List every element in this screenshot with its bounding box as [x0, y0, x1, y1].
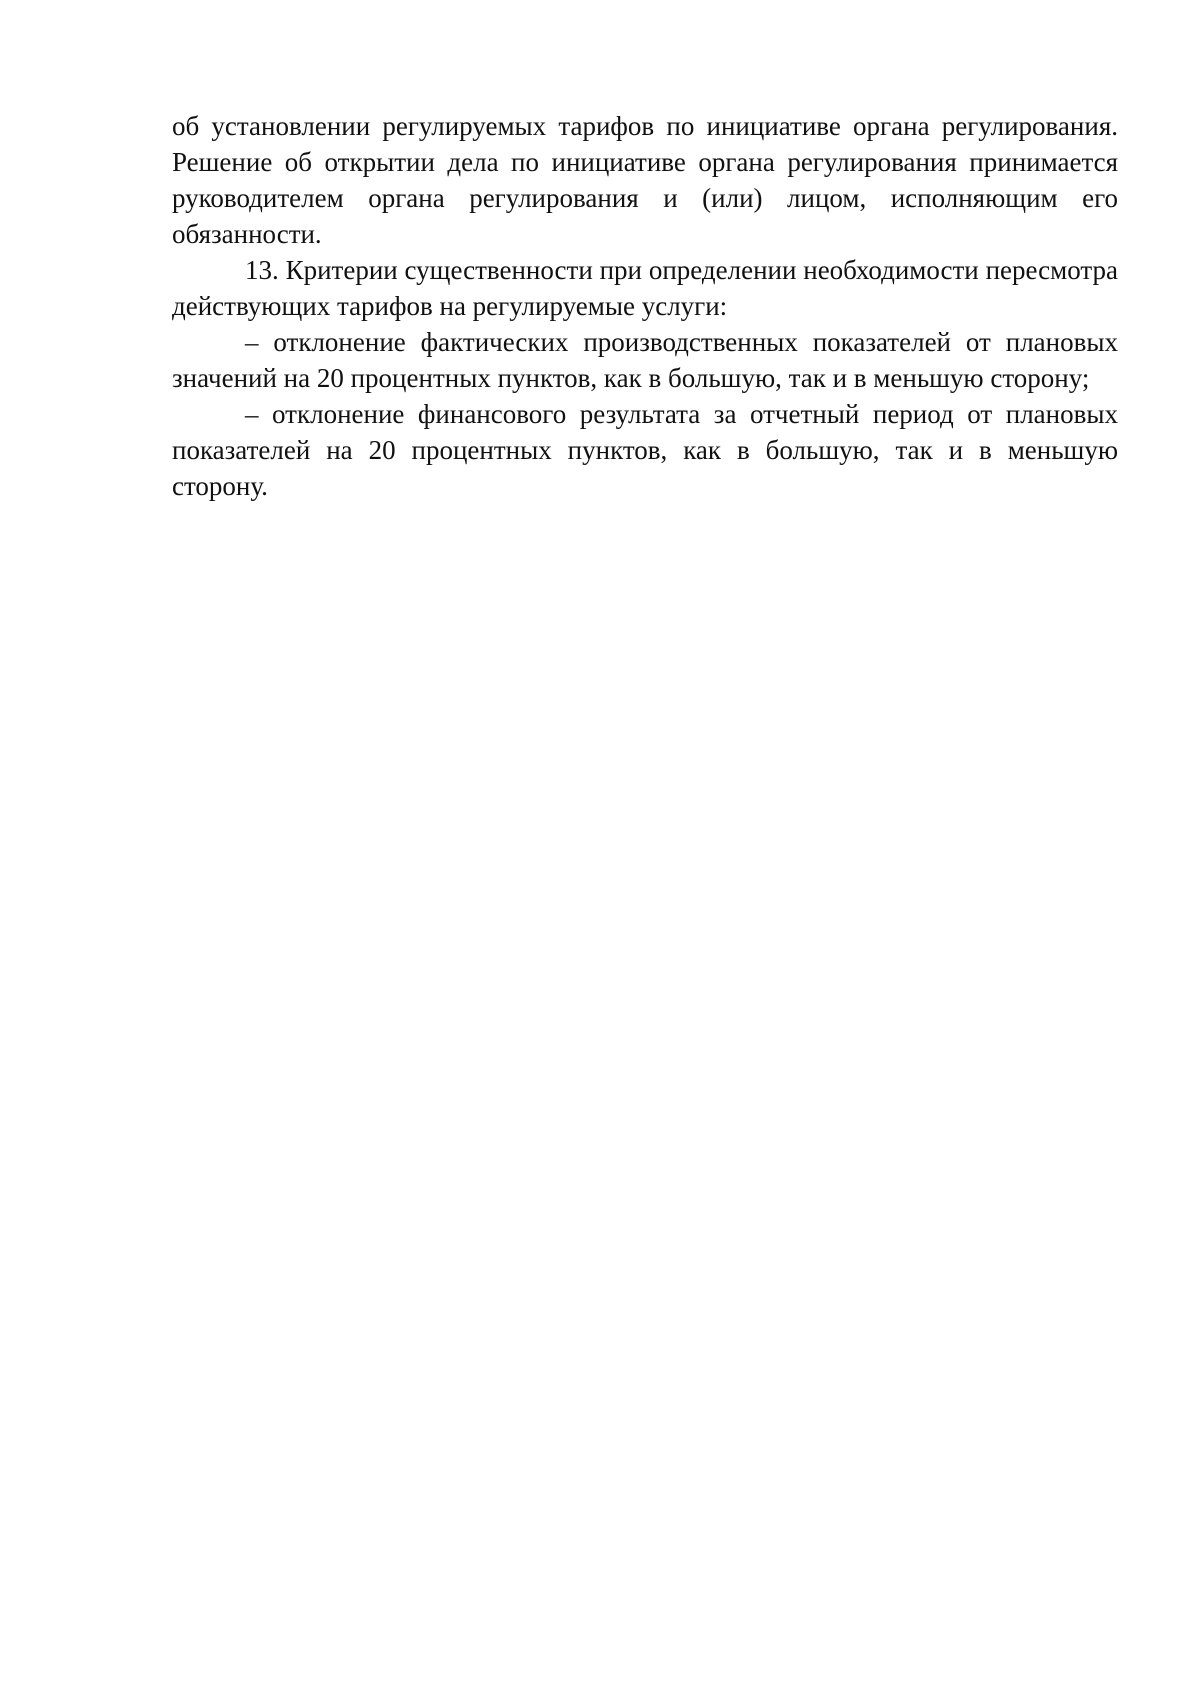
paragraph-item-13: 13. Критерии существенности при определении необходимости пересмотра действующих тарифов на регулируемые услуги: — [172, 255, 1118, 321]
paragraph-dash-item-1: – отклонение фактических производственных показателей от плановых значений на 20 процентных пунктов, как в большую, так и в меньшую сторону; — [172, 327, 1118, 393]
document-body — [172, 108, 1118, 504]
paragraph-dash-item-2: – отклонение финансового результата за отчетный период от плановых показателей на 20 процентных пунктов, как в большую, так и в меньшую сторону. — [172, 399, 1118, 501]
paragraph-continuation: об установлении регулируемых тарифов по инициативе органа регулирования. Решение об открытии дела по инициативе органа регулирования принимается руководителем органа регулирования и (или) лицом, исполняющим его обязанности. — [172, 111, 1118, 249]
